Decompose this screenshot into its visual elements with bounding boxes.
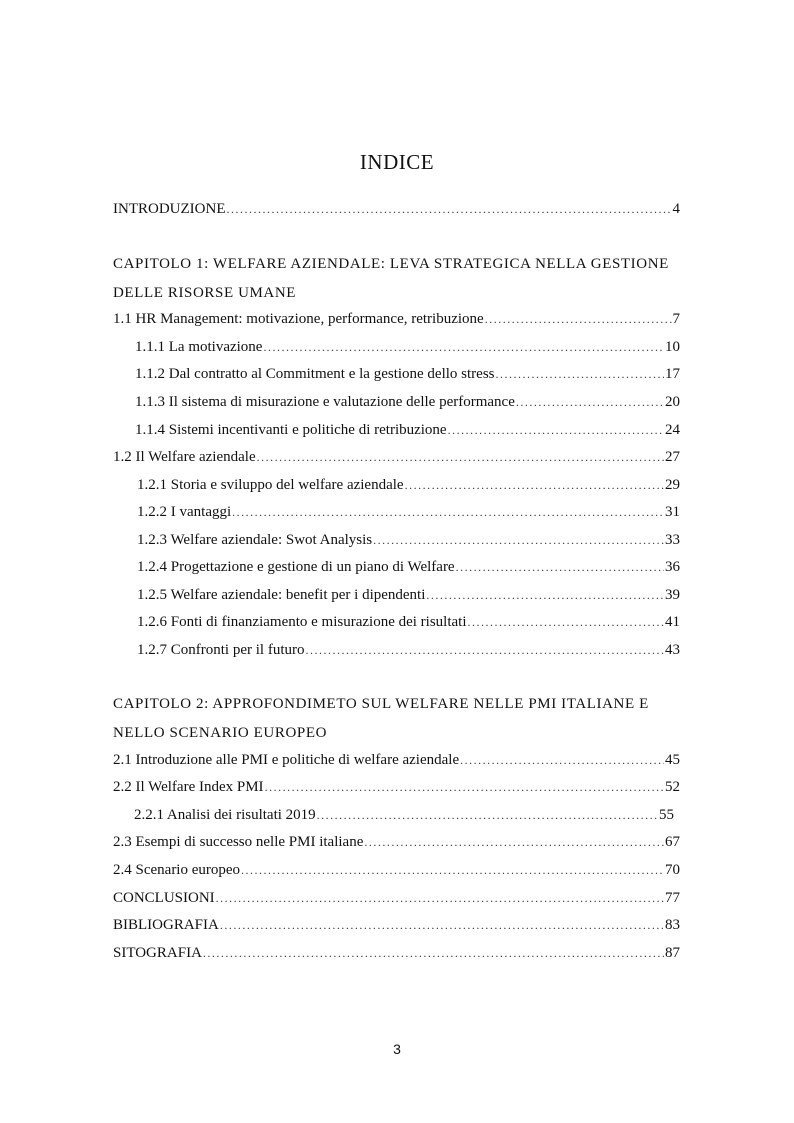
toc-entry-page: 70: [665, 862, 680, 878]
toc-entry-text: 1.2.2 I vantaggi: [137, 504, 232, 520]
toc-entry[interactable]: [135, 336, 680, 358]
toc-entry[interactable]: [135, 363, 680, 385]
toc-entry-page: 17: [665, 366, 680, 382]
toc-entry-text: 2.2.1 Analisi dei risultati 2019: [134, 807, 316, 823]
toc-leader-dots: [405, 474, 664, 496]
page-number: 3: [393, 1041, 401, 1057]
chapter-1-heading[interactable]: [113, 250, 680, 308]
toc-entry[interactable]: [135, 419, 680, 441]
toc-leader-dots: [263, 336, 664, 358]
toc-entry[interactable]: [113, 749, 680, 771]
toc-entry-text: 2.4 Scenario europeo: [113, 862, 241, 878]
toc-entry-page: 7: [672, 311, 680, 327]
toc-entry[interactable]: [137, 556, 680, 578]
toc-entry-page: 4: [672, 201, 680, 217]
toc-entry[interactable]: [137, 584, 680, 606]
toc-entry[interactable]: [137, 501, 680, 523]
toc-leader-dots: [373, 529, 664, 551]
toc-leader-dots: [460, 749, 664, 771]
toc-entry-text: 1.2.6 Fonti di finanziamento e misurazione dei risultati: [137, 614, 467, 630]
toc-entry-text: 1.1.4 Sistemi incentivanti e politiche di retribuzione: [135, 422, 447, 438]
toc-entry-page: 24: [665, 422, 680, 438]
toc-entry-page: 39: [665, 587, 680, 603]
page-title: INDICE: [359, 150, 435, 174]
toc-leader-dots: [426, 584, 664, 606]
toc-leader-dots: [496, 363, 664, 385]
toc-entry-page: 55: [659, 807, 674, 823]
toc-leader-dots: [220, 914, 664, 936]
toc-leader-dots: [448, 419, 664, 441]
toc-leader-dots: [364, 831, 664, 853]
toc-entry-page: 83: [665, 917, 680, 933]
toc-entry-text: 1.2.3 Welfare aziendale: Swot Analysis: [137, 532, 373, 548]
toc-entry-text: 1.2.5 Welfare aziendale: benefit per i dipendenti: [137, 587, 426, 603]
toc-entry[interactable]: [113, 446, 680, 468]
toc-entry-page: 33: [665, 532, 680, 548]
toc-entry-text: 1.1.2 Dal contratto al Commitment e la gestione dello stress: [135, 366, 495, 382]
toc-leader-dots: [317, 804, 658, 826]
toc-entry[interactable]: [135, 391, 680, 413]
toc-entry-page: 52: [665, 779, 680, 795]
toc-entry-page: 36: [665, 559, 680, 575]
toc-entry-page: 20: [665, 394, 680, 410]
toc-leader-dots: [232, 501, 664, 523]
toc-entry-text: 1.1.1 La motivazione: [135, 339, 263, 355]
toc-entry-page: 87: [665, 945, 680, 961]
toc-entry[interactable]: [113, 831, 680, 853]
toc-leader-dots: [226, 198, 671, 220]
toc-entry[interactable]: [137, 639, 680, 661]
toc-entry[interactable]: [137, 529, 680, 551]
toc-leader-dots: [516, 391, 664, 413]
toc-entry-sitografia[interactable]: [113, 942, 680, 964]
toc-leader-dots: [257, 446, 664, 468]
toc-leader-dots: [468, 611, 664, 633]
toc-entry-text: INTRODUZIONE: [113, 201, 226, 217]
toc-entry-page: 29: [665, 477, 680, 493]
toc-entry-page: 45: [665, 752, 680, 768]
toc-entry-page: 67: [665, 834, 680, 850]
toc-leader-dots: [485, 308, 672, 330]
chapter-1-heading-line2: DELLE RISORSE UMANE: [113, 285, 297, 301]
toc-entry-text: 2.3 Esempi di successo nelle PMI italiane: [113, 834, 364, 850]
toc-entry-conclusioni[interactable]: [113, 887, 680, 909]
toc-entry-page: 31: [665, 504, 680, 520]
toc-entry[interactable]: [137, 611, 680, 633]
toc-entry-page: 27: [665, 449, 680, 465]
toc-entry-page: 10: [665, 339, 680, 355]
toc-entry-page: 41: [665, 614, 680, 630]
toc-entry-text: 1.2.4 Progettazione e gestione di un piano di Welfare: [137, 559, 455, 575]
toc-entry-text: 1.2 Il Welfare aziendale: [113, 449, 256, 465]
toc-leader-dots: [456, 556, 664, 578]
toc-entry[interactable]: [113, 859, 680, 881]
chapter-2-heading-line1: CAPITOLO 2: APPROFONDIMETO SUL WELFARE NELLE PMI ITALIANE E: [113, 696, 649, 712]
toc-entry[interactable]: [137, 474, 680, 496]
toc-leader-dots: [241, 859, 664, 881]
toc-entry-text: SITOGRAFIA: [113, 945, 202, 961]
toc-entry-text: 2.2 Il Welfare Index PMI: [113, 779, 264, 795]
toc-entry-text: BIBLIOGRAFIA: [113, 917, 219, 933]
toc-entry[interactable]: [113, 308, 680, 330]
toc-entry-text: 1.2.1 Storia e sviluppo del welfare aziendale: [137, 477, 404, 493]
toc-entry-text: 1.1.3 Il sistema di misurazione e valutazione delle performance: [135, 394, 515, 410]
toc-entry[interactable]: [113, 776, 680, 798]
toc-leader-dots: [216, 887, 664, 909]
toc-entry-page: 43: [665, 642, 680, 658]
toc-entry-text: CONCLUSIONI: [113, 890, 215, 906]
toc-entry[interactable]: [134, 804, 674, 826]
chapter-2-heading[interactable]: [113, 690, 680, 748]
toc-entry-text: 1.1 HR Management: motivazione, performance, retribuzione: [113, 311, 484, 327]
toc-entry-text: 1.2.7 Confronti per il futuro: [137, 642, 305, 658]
toc-entry-bibliografia[interactable]: [113, 914, 680, 936]
toc-leader-dots: [305, 639, 664, 661]
chapter-2-heading-line2: NELLO SCENARIO EUROPEO: [113, 725, 328, 741]
toc-entry-page: 77: [665, 890, 680, 906]
toc-leader-dots: [203, 942, 664, 964]
toc-entry-text: 2.1 Introduzione alle PMI e politiche di welfare aziendale: [113, 752, 460, 768]
chapter-1-heading-line1: CAPITOLO 1: WELFARE AZIENDALE: LEVA STRATEGICA NELLA GESTIONE: [113, 256, 669, 272]
toc-leader-dots: [265, 776, 664, 798]
toc-entry-introduzione[interactable]: [113, 198, 680, 220]
